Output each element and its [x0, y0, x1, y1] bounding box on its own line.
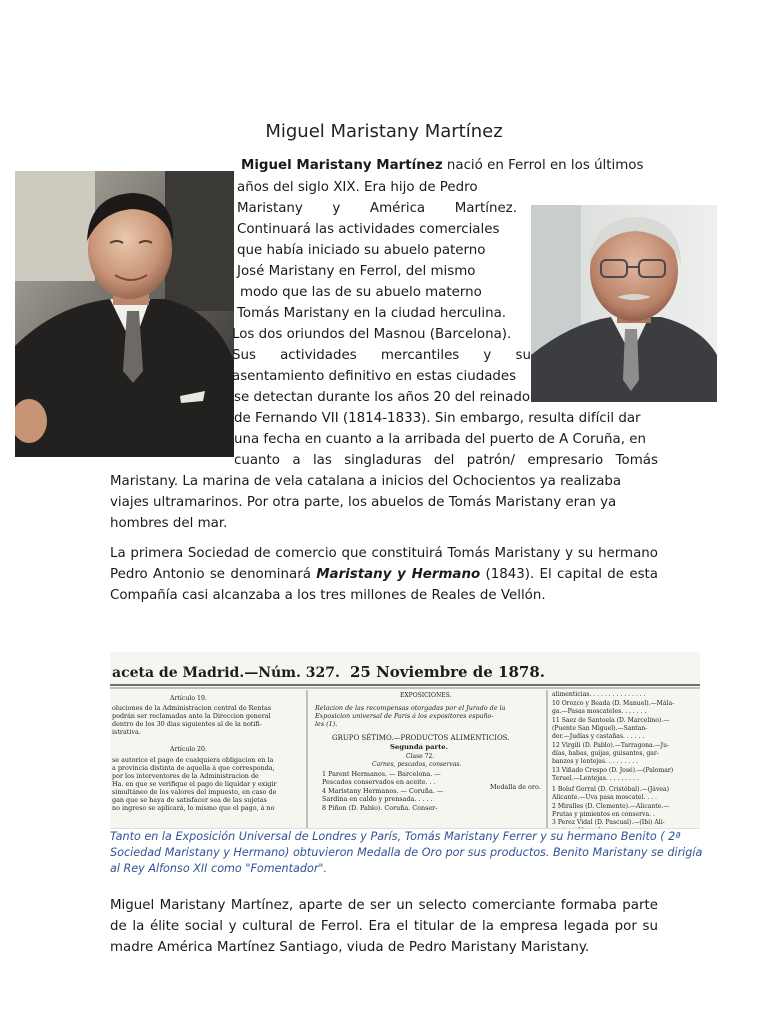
svg-text:alimenticias. . . . . . . . .: alimenticias. . . . . . . . . . . . . . . [552, 691, 646, 698]
svg-text:Sardina en caldo y prensada. .: Sardina en caldo y prensada. . . . . [322, 795, 433, 803]
svg-text:simultáneo de los valores del: simultáneo de los valores del impuesto, en caso de [112, 788, 277, 796]
gazette-column-1 [112, 695, 277, 812]
svg-text:banzos y lentejas. . . . . . .: banzos y lentejas. . . . . . . . . [552, 758, 638, 765]
intro-line-4: Continuará las actividades comerciales [237, 222, 500, 237]
svg-text:Frutas y pimientos en conserva: Frutas y pimientos en conserva. . [552, 811, 655, 818]
svg-text:8 Piñon (D. Pablo). Coruña. C: 8 Piñon (D. Pablo). Coruña. Conser- [322, 804, 438, 812]
intro-line-3: Maristany y América Martínez. [237, 201, 517, 216]
svg-text:EXPOSICIONES.: EXPOSICIONES. [400, 692, 452, 699]
svg-text:Alicante.—Uva pasa moscatel. .: Alicante.—Uva pasa moscatel. . . . [552, 794, 657, 801]
intro-line-2: años del siglo XIX. Era hijo de Pedro [237, 180, 478, 195]
svg-text:podrán ser reclamadas ante la: podrán ser reclamadas ante la Direccion general [112, 712, 271, 720]
svg-text:Ha. en que se verifique el pag: Ha. en que se verifique el pago de liquidar y exigir [112, 780, 277, 788]
svg-text:GRUPO SÉTIMO.—PRODUCTOS ALIMEN: GRUPO SÉTIMO.—PRODUCTOS ALIMENTICIOS. [332, 734, 510, 742]
svg-text:13 Viñado Crespo (D. José).—(: 13 Viñado Crespo (D. José).—(Palomar) [552, 767, 674, 774]
svg-text:Carnes, pescados, conservas.: Carnes, pescados, conservas. [372, 761, 462, 768]
gazette-column-3 [551, 691, 674, 828]
svg-text:4 Maristany Hermanos. — Coruñ: 4 Maristany Hermanos. — Coruña. — [322, 787, 444, 795]
svg-text:11 Saez de Santoela (D. Marce: 11 Saez de Santoela (D. Marcelino).— [552, 717, 670, 724]
intro-line-7: modo que las de su abuelo materno [240, 285, 482, 300]
svg-text:Exposicion universal de Paris: Exposicion universal de Paris á los expositores españo- [315, 712, 494, 720]
medal-label: Medalla de oro. [490, 783, 541, 791]
intro-line-14: una fecha en cuanto a la arribada del puerto de A Coruña, en [234, 432, 646, 447]
intro-line-12: se detectan durante los años 20 del reinado [234, 390, 531, 405]
svg-text:10 Orozco y Beada (D. Manuel): 10 Orozco y Beada (D. Manuel).—Mála- [552, 700, 675, 707]
intro-text: nació en Ferrol en los últimos [442, 158, 644, 173]
intro-line-13: de Fernando VII (1814-1833). Sin embargo, resulta difícil dar [234, 411, 641, 426]
intro-line-6: José Maristany en Ferrol, del mismo [237, 264, 476, 279]
paragraph-sociedad: La primera Sociedad de comercio que constituirá Tomás Maristany y su hermano Pedro Antonio se denominará Maristany y Hermano (1843). El capital de esta Compañía casi alcanzaba a los tres millones de Reales de Vellón. [110, 546, 658, 603]
paragraph-elite-social: Miguel Maristany Martínez, aparte de ser un selecto comerciante formaba parte de la élite social y cultural de Ferrol. Era el titular de la empresa legada por su madre América Martínez Santiago, viuda de Pedro Maristany Maristany. [110, 898, 658, 955]
intro-line-5: que había iniciado su abuelo paterno [237, 243, 486, 258]
svg-text:1 Boluf Gorral (D. Cristóbal): 1 Boluf Gorral (D. Cristóbal).—(Jávea) [552, 786, 670, 793]
svg-text:oluciones de la Administracion: oluciones de la Administracion central de Rentas [112, 704, 272, 712]
page-title: Miguel Maristany Martínez [265, 121, 503, 142]
intro-line-10: Sus actividades mercantiles y su [232, 348, 531, 363]
intro-line-9: Los dos oriundos del Masnou (Barcelona). [232, 327, 512, 342]
intro-line-11: asentamiento definitivo en estas ciudades [232, 369, 517, 384]
svg-text:ga.—Pasas moscateles. . . . .: ga.—Pasas moscateles. . . . . . . [552, 708, 647, 715]
company-name-emphasis: Maristany y Hermano [316, 567, 481, 582]
svg-text:Clase 72.: Clase 72. [406, 753, 435, 760]
svg-text:Artículo 19.: Artículo 19. [170, 695, 207, 702]
svg-text:dentro de los 30 dias siguient: dentro de los 30 dias siguientes al de la notifi- [112, 720, 262, 728]
portrait-right-image [531, 205, 717, 402]
svg-text:por los interventores de la Ad: por los interventores de la Administracion de [112, 772, 259, 780]
gazette-column-2 [314, 692, 541, 812]
svg-text:a provincia distinta de aquell: a provincia distinta de aquella á que corresponda, [112, 764, 275, 772]
image-caption: Tanto en la Exposición Universal de Londres y París, Tomás Maristany Ferrer y su hermano Benito ( 2ª Sociedad Maristany y Hermano) obtuvieron Medalla de Oro por sus productos. Benito Maristany se dirigía al Rey Alfonso XII como "Fomentador". [110, 830, 703, 875]
svg-text:12 Virgili (D. Pablo).—Tarrag: 12 Virgili (D. Pablo).—Tarragona.—Ju- [552, 742, 670, 749]
gazette-masthead-left: aceta de Madrid.—Núm. 327. [112, 665, 340, 681]
intro-line-8: Tomás Maristany en la ciudad herculina. [237, 306, 507, 321]
intro-line-16: Maristany. La marina de vela catalana a inicios del Ochocientos ya realizaba [110, 474, 622, 489]
gazette-masthead-right: 25 Noviembre de 1878. [350, 663, 546, 681]
svg-text:istrativa.: istrativa. [112, 728, 141, 736]
svg-text:der.—Judías y castañas. . . .: der.—Judías y castañas. . . . . . [552, 733, 645, 740]
svg-text:(Puente San Miguel).—Santan-: (Puente San Miguel).—Santan- [552, 725, 648, 732]
svg-text:Pescados conservados en aceite: Pescados conservados en aceite. . . [322, 778, 436, 786]
svg-text:1 Parent Hermanos. — Barcelon: 1 Parent Hermanos. — Barcelona. — [322, 770, 441, 778]
intro-line-18: hombres del mar. [110, 516, 228, 531]
svg-text:3 Perez Vidal (D. Pascual).—(: 3 Perez Vidal (D. Pascual).—(Ibi) Ali- [552, 819, 665, 826]
svg-text:cante.—Almendras. . . . . . . [552, 827, 643, 828]
svg-text:no ingreso se aplicará, lo mis: no ingreso se aplicará, lo mismo que el pago, á no [112, 804, 275, 812]
svg-text:gan que se haya de satisfacer: gan que se haya de satisfacer sea de las sujetas [112, 796, 267, 804]
gazette-clipping-image [110, 652, 700, 829]
svg-text:días, habas, guijas, guisantes: días, habas, guijas, guisantes, gar- [552, 750, 659, 757]
svg-text:se autorice el pago de cualqui: se autorice el pago de cualquiera obligacion en la [112, 756, 274, 764]
svg-text:Teruel.—Lentejas. . . . . . .: Teruel.—Lentejas. . . . . . . . . [552, 775, 639, 782]
svg-text:les (1).: les (1). [315, 720, 338, 728]
intro-line-15: cuanto a las singladuras del patrón/ empresario Tomás [234, 453, 658, 468]
person-name: Miguel Maristany Martínez [241, 158, 443, 173]
intro-line-1 [241, 155, 658, 176]
svg-text:Segunda parte.: Segunda parte. [390, 743, 448, 751]
svg-text:2 Miralles (D. Clemente).—Ali: 2 Miralles (D. Clemente).—Alicante.— [552, 803, 670, 810]
svg-text:Relacion de las recompensas ot: Relacion de las recompensas otorgadas por el Jurado de la [315, 704, 506, 712]
svg-text:Artículo 20.: Artículo 20. [170, 746, 207, 753]
portrait-left-image [15, 171, 234, 457]
intro-line-17: viajes ultramarinos. Por otra parte, los abuelos de Tomás Maristany eran ya [110, 495, 617, 510]
